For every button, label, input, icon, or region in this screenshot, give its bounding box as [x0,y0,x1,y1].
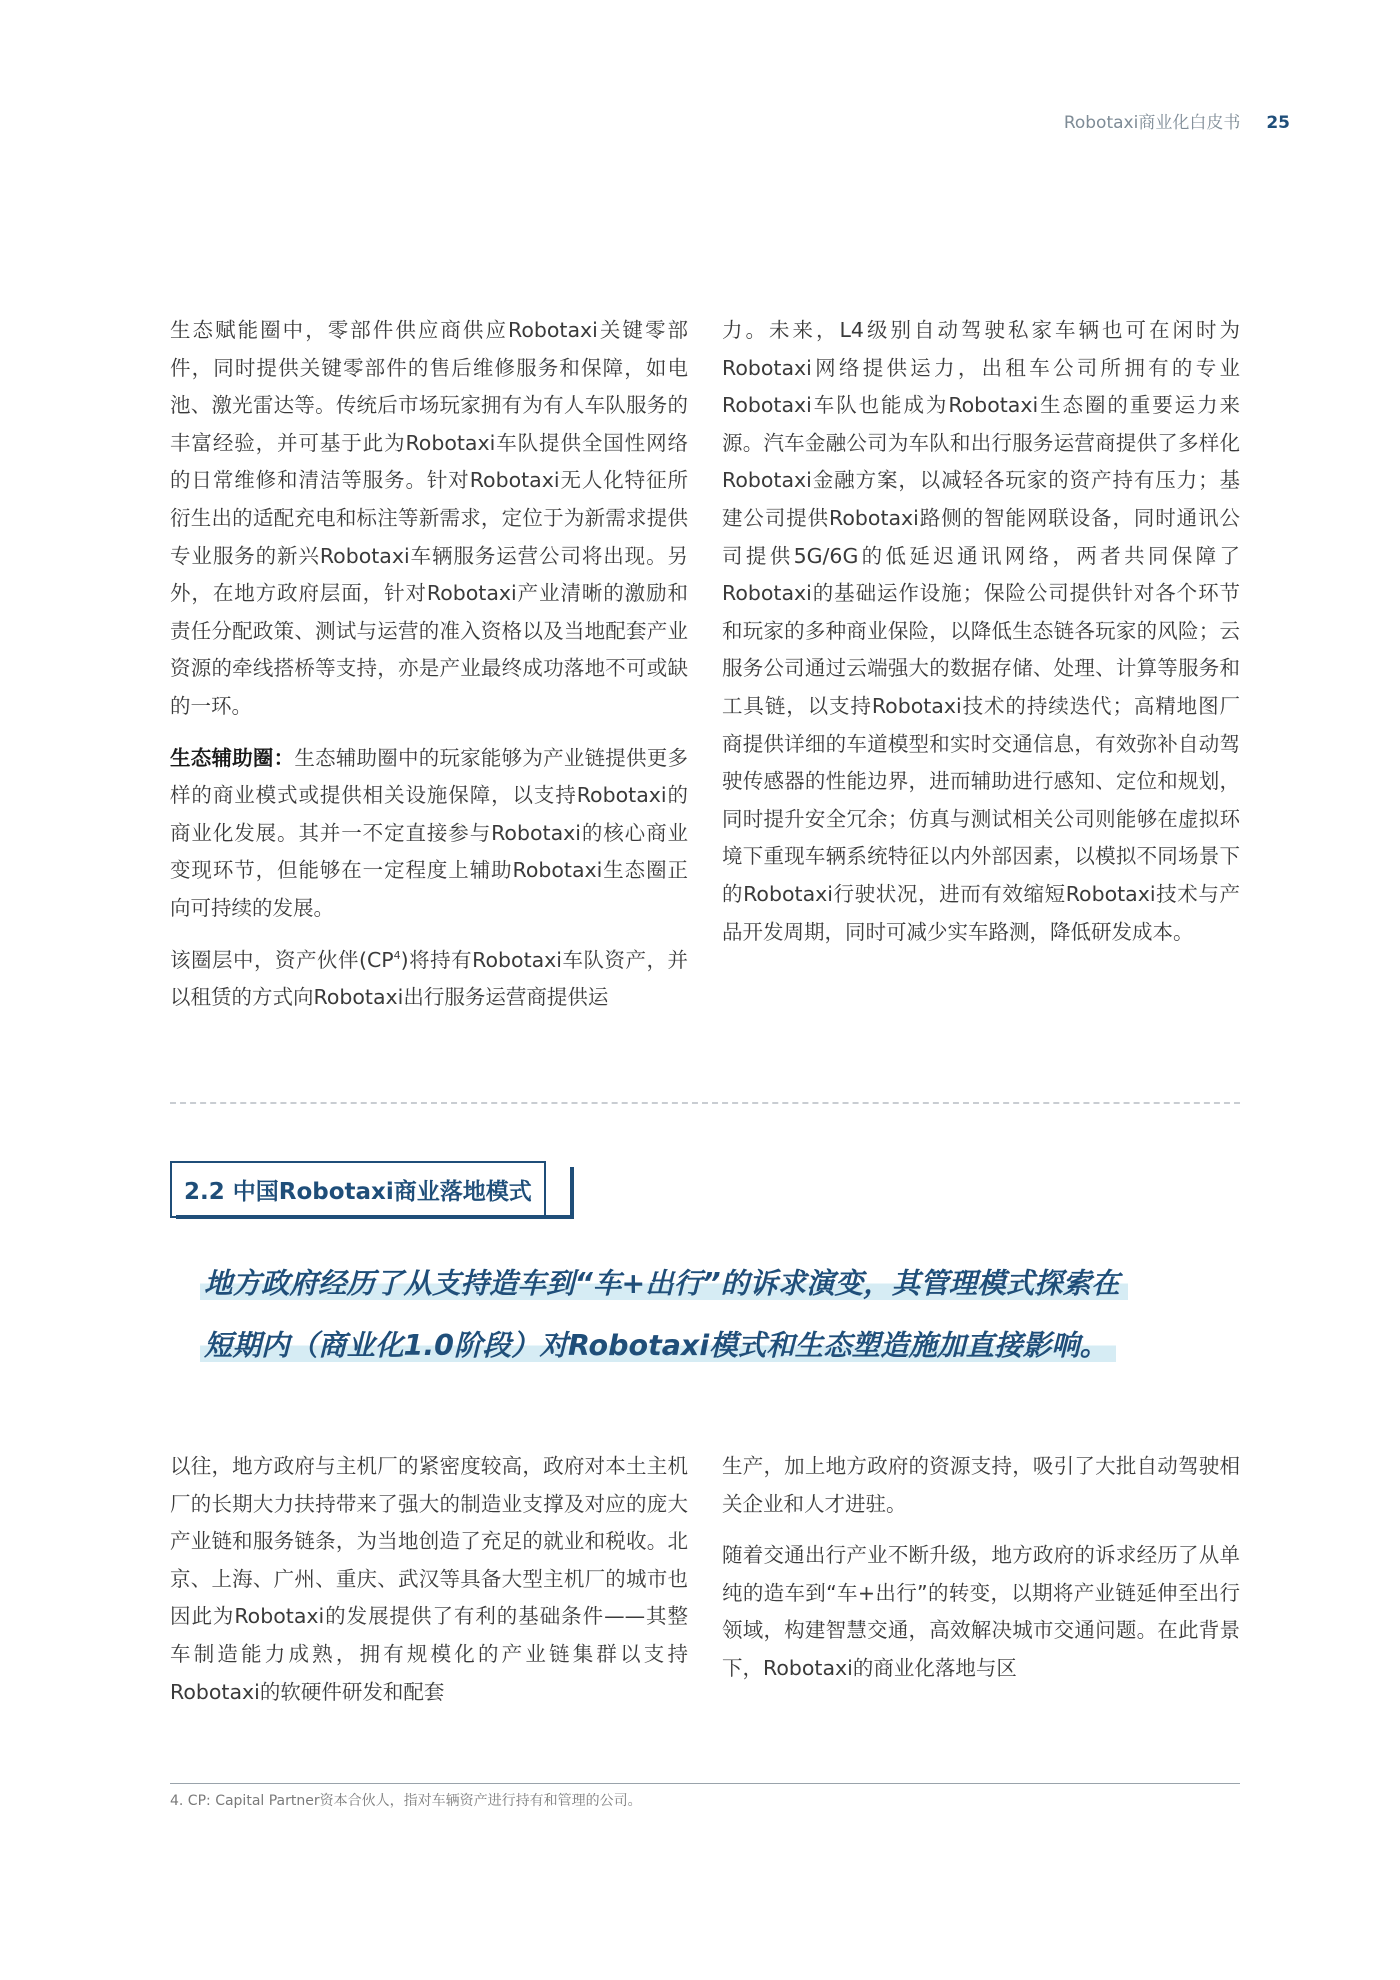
paragraph-capital-partner: 该圈层中，资产伙伴$(CP^4)$将持有Robotaxi车队资产，并以租赁的方式向Robotaxi出行服务运营商提供运 [170,947,688,1010]
paragraph-government-oem: 以往，地方政府与主机厂的紧密度较高，政府对本土主机厂的长期大力扶持带来了强大的制造业支撑及对应的庞大产业链和服务链条，为当地创造了充足的就业和税收。北京、上海、广州、重庆、武汉等具备大型主机厂的城市也因此为Robotaxi的发展提供了有利的基础条件——其整车制造能力成熟，拥有规模化的产业链集群以支持Robotaxi的软硬件研发和配套 [170,1454,688,1704]
paragraph-ecosystem-auxiliary: 生态辅助圈：生态辅助圈中的玩家能够为产业链提供更多样的商业模式或提供相关设施保障，以支持Robotaxi的商业化发展。其并一不定直接参与Robotaxi的核心商业变现环节，但能够在一定程度上辅助Robotaxi生态圈正向可持续的发展。 [170,745,688,920]
footnote: 4. CP: Capital Partner资本合伙人，指对车辆资产进行持有和管理的公司。 [170,1793,642,1809]
paragraph-ecosystem-enablement: 生态赋能圈中，零部件供应商供应Robotaxi关键零部件，同时提供关键零部件的售后维修服务和保障，如电池、激光雷达等。传统后市场玩家拥有为有人车队服务的丰富经验，并可基于此为Robotaxi车队提供全国性网络的日常维修和清洁等服务。针对Robotaxi无人化特征所衍生出的适配充电和标注等新需求，定位于为新需求提供专业服务的新兴Robotaxi车辆服务运营公司将出现。另外，在地方政府层面，针对Robotaxi产业清晰的激励和责任分配政策、测试与运营的准入资格以及当地配套产业资源的牵线搭桥等支持，亦是产业最终成功落地不可或缺的一环。 [170,318,688,718]
upper-right-column [722,312,1240,951]
term-ecosystem-auxiliary: 生态辅助圈： [170,745,295,770]
key-message-line-2: 短期内（商业化1.0阶段）对Robotaxi模式和生态塑造施加直接影响。 [200,1329,1116,1362]
paragraph-demand-evolution: 随着交通出行产业不断升级，地方政府的诉求经历了从单纯的造车到“车+出行”的转变，以期将产业链延伸至出行领域，构建智慧交通，高效解决城市交通问题。在此背景下，Robotaxi的商业化落地与区 [722,1543,1240,1680]
section-divider [170,1102,1240,1104]
section-title: 2.2 中国Robotaxi商业落地模式 [184,1179,532,1205]
page-header [1064,108,1290,133]
paragraph-auxiliary-players: 力。未来，L4级别自动驾驶私家车辆也可在闲时为Robotaxi网络提供运力，出租车公司所拥有的专业Robotaxi车队也能成为Robotaxi生态圈的重要运力来源。汽车金融公司为车队和出行服务运营商提供了多样化Robotaxi金融方案，以减轻各玩家的资产持有压力；基建公司提供Robotaxi路侧的智能网联设备，同时通讯公司提供5G/6G的低延迟通讯网络，两者共同保障了Robotaxi的基础运作设施；保险公司提供针对各个环节和玩家的多种商业保险，以降低生态链各玩家的风险；云服务公司通过云端强大的数据存储、处理、计算等服务和工具链，以支持Robotaxi技术的持续迭代；高精地图厂商提供详细的车道模型和实时交通信息，有效弥补自动驾驶传感器的性能边界，进而辅助进行感知、定位和规划，同时提升安全冗余；仿真与测试相关公司则能够在虚拟环境下重现车辆系统特征以内外部因素，以模拟不同场景下的Robotaxi行驶状况，进而有效缩短Robotaxi技术与产品开发周期，同时可减少实车路测，降低研发成本。 [722,318,1240,944]
upper-left-column [170,312,688,1017]
page-number: 25 [1266,113,1290,133]
footnote-ref[interactable]: 4 [393,948,401,962]
lower-left-column [170,1448,688,1711]
footnote-rule [170,1783,1240,1784]
lower-right-column [722,1448,1240,1688]
key-message-line-1: 地方政府经历了从支持造车到“车+出行”的诉求演变，其管理模式探索在 [200,1267,1128,1300]
report-title: Robotaxi商业化白皮书 [1063,113,1241,133]
section-title-box [170,1161,546,1218]
paragraph-production-support: 生产，加上地方政府的资源支持，吸引了大批自动驾驶相关企业和人才进驻。 [722,1454,1240,1516]
key-message [200,1262,1240,1386]
